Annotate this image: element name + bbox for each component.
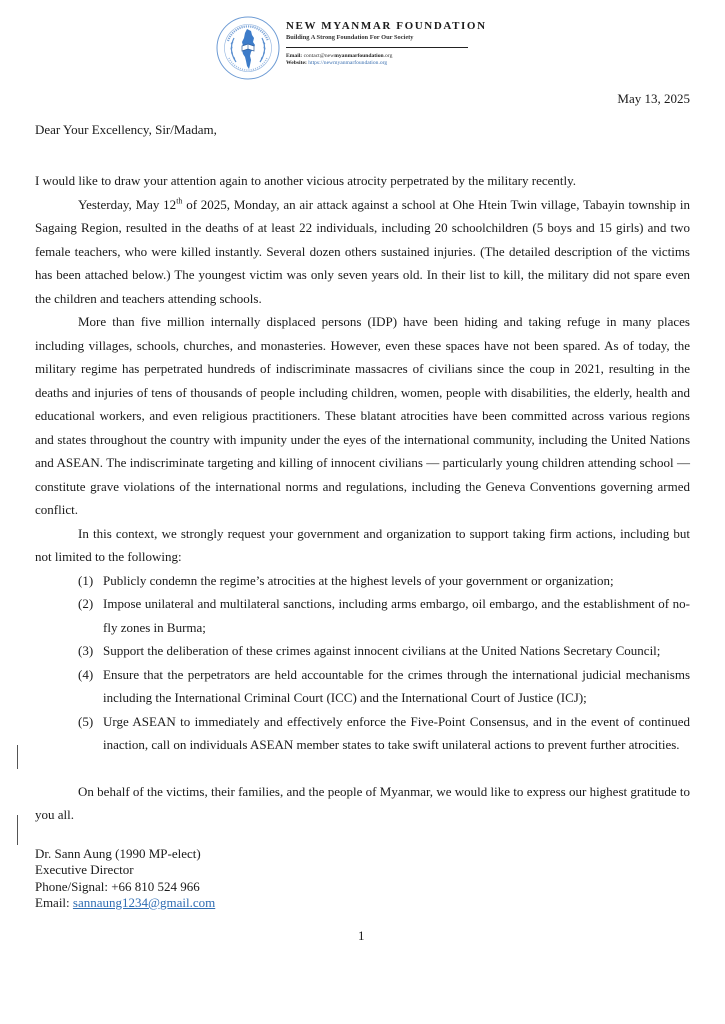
signatory-name: Dr. Sann Aung (1990 MP-elect) <box>35 846 201 861</box>
page-number: 1 <box>358 928 365 943</box>
closing-paragraph: On behalf of the victims, their families, and the people of Myanmar, we would like to express our highest gratitude to you all. <box>35 783 690 822</box>
request-item <box>35 592 690 639</box>
request-text: Ensure that the perpetrators are held accountable for the crimes through the international judicial mechanisms including the International Criminal Court (ICC) and the International Court of Justice (ICJ); <box>103 666 690 705</box>
revision-marker <box>17 745 18 769</box>
blank-line <box>35 757 690 780</box>
organization-tagline: Building A Strong Foundation For Our Society <box>286 34 414 41</box>
phone-label: Phone/Signal: <box>35 878 108 894</box>
request-item <box>35 639 690 663</box>
request-item <box>35 663 690 710</box>
request-number: (2) <box>78 596 94 611</box>
request-number: (5) <box>78 713 94 729</box>
organization-name: NEW MYANMAR FOUNDATION <box>286 20 487 32</box>
incident-text-rest: of 2025, Monday, an air attack against a school at Ohe Htein Twin village, Tabayin township in Sagaing Region, resulted in the deaths of at least 22 individuals, including 20 schoolchildren (5 boys and 15 girls) and two female teachers, who were killed instantly. Several dozen others sustained injuries. (The detailed description of the victims has been attached below.) The youngest victim was only seven years old. In their list to kill, the military did not spare even the children and teachers attending schools. <box>35 196 690 306</box>
email-label: Email: <box>286 53 303 59</box>
incident-paragraph <box>35 193 690 311</box>
email-domain: myanmarfoundation <box>334 53 384 59</box>
ordinal-suffix: th <box>176 196 183 206</box>
organization-email <box>286 53 476 60</box>
signatory-phone <box>35 879 215 895</box>
request-number: (4) <box>78 666 94 682</box>
request-text: Support the deliberation of these crimes against innocent civilians at the United Nations Secretary Council; <box>103 643 661 658</box>
organization-info <box>286 20 487 67</box>
website-label: Website: <box>286 60 307 66</box>
email-label: Email: <box>35 894 70 910</box>
phone-number: +66 810 524 966 <box>111 878 200 894</box>
request-item <box>35 710 690 757</box>
letterhead-divider <box>286 47 468 48</box>
salutation: Dear Your Excellency, Sir/Madam, <box>35 122 217 137</box>
letterhead <box>214 14 487 84</box>
request-text: Publicly condemn the regime’s atrocities at the highest levels of your government or organization; <box>103 572 614 588</box>
signatory-email <box>35 895 215 911</box>
foundation-logo-icon <box>216 16 280 80</box>
email-suffix: .org <box>383 53 393 59</box>
email-prefix: contact@new <box>303 53 335 59</box>
request-intro-paragraph: In this context, we strongly request your government and organization to support taking firm actions, including but not limited to the following: <box>35 525 690 564</box>
request-number: (3) <box>78 643 94 658</box>
request-text: Urge ASEAN to immediately and effectively enforce the Five-Point Consensus, and in the event of continued inaction, call on individuals ASEAN member states to take swift unilateral actions to prevent further atrocities. <box>103 713 690 752</box>
request-text: Impose unilateral and multilateral sanctions, including arms embargo, oil embargo, and the establishment of no-fly zones in Burma; <box>103 596 690 635</box>
incident-text-start: Yesterday, May 12 <box>78 196 177 212</box>
context-paragraph: More than five million internally displaced persons (IDP) have been hiding and taking refuge in many places including villages, schools, churches, and monasteries. However, even these spaces have not been spared. As of today, the military regime has perpetrated hundreds of indiscriminate massacres of civilians since the coup in 2021, resulting in the deaths and injuries of tens of thousands of people including children, women, people with disabilities, the elderly, health and educational workers, and even religious practitioners. These blatant atrocities have been committed across various regions and states throughout the country with impunity under the eyes of the international community, including the United Nations and ASEAN. The indiscriminate targeting and killing of innocent civilians — particularly young children attending school — constitute grave violations of the international norms and regulations, including the Geneva Conventions governing armed conflict. <box>35 314 690 517</box>
signatory-title: Executive Director <box>35 862 134 878</box>
website-link[interactable]: https://newmyanmarfoundation.org <box>308 60 388 66</box>
organization-contact <box>286 53 476 67</box>
request-number: (1) <box>78 572 94 588</box>
letter-date: May 13, 2025 <box>617 91 690 106</box>
request-item <box>35 569 690 593</box>
revision-marker <box>17 815 18 845</box>
letter-body <box>35 169 690 827</box>
request-list <box>35 569 690 757</box>
organization-website <box>286 60 476 67</box>
signature-block <box>35 846 215 911</box>
email-link[interactable]: sannaung1234@gmail.com <box>72 894 216 910</box>
intro-paragraph: I would like to draw your attention again to another vicious atrocity perpetrated by the military recently. <box>35 173 577 188</box>
